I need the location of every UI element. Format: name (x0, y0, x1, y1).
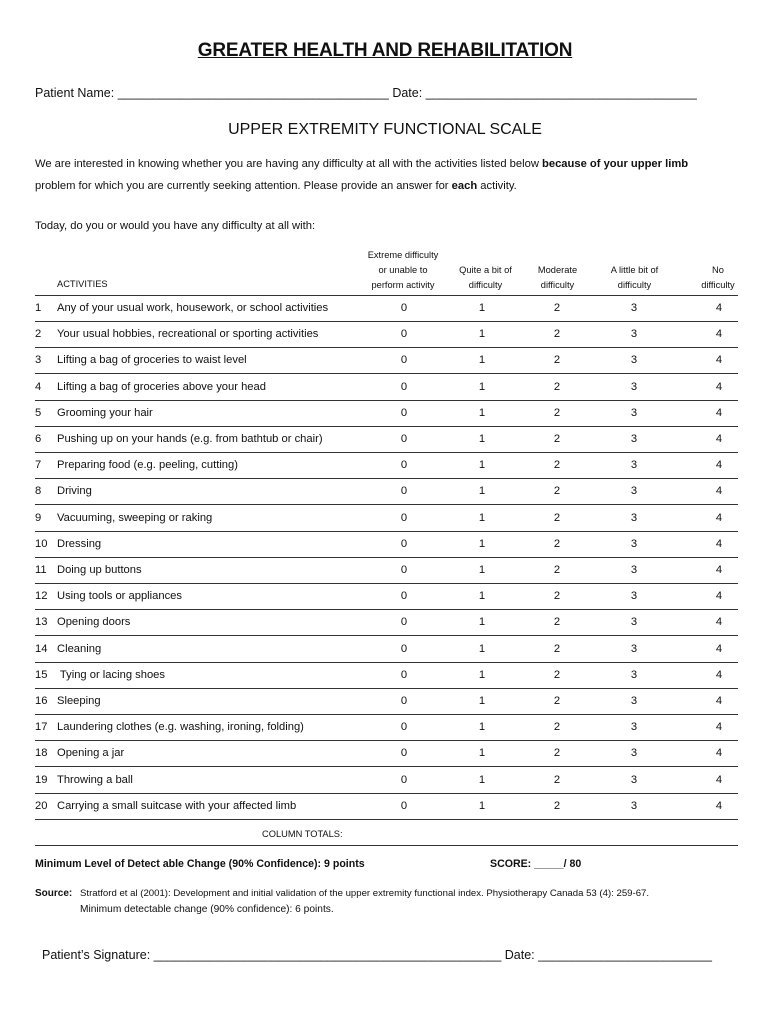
patient-name-label: Patient Name: (35, 86, 115, 100)
score-option-2[interactable]: 2 (553, 590, 561, 603)
row-rule (35, 740, 738, 741)
score-option-4[interactable]: 4 (715, 773, 723, 786)
score-option-3[interactable]: 3 (630, 747, 638, 760)
activity-label: Carrying a small suitcase with your affected limb (57, 799, 297, 812)
score-option-4[interactable]: 4 (715, 485, 723, 498)
score-option-2[interactable]: 2 (553, 642, 561, 655)
score-option-1[interactable]: 1 (478, 590, 486, 603)
activity-label: Your usual hobbies, recreational or sporting activities (57, 328, 319, 341)
score-option-1[interactable]: 1 (478, 406, 486, 419)
row-rule (35, 373, 738, 374)
row-rule (35, 609, 738, 610)
date-field[interactable]: _______________________________________ (425, 86, 697, 100)
score-option-3[interactable]: 3 (630, 406, 638, 419)
signature-field[interactable]: __________________________________________________ (153, 948, 502, 962)
score-option-4[interactable]: 4 (715, 459, 723, 472)
score-field[interactable]: SCORE: _____/ 80 (490, 858, 582, 870)
date-label: Date: (392, 86, 423, 100)
row-rule (35, 478, 738, 479)
mdc-label: Minimum Level of Detect able Change (90% Confidence): 9 points (35, 858, 365, 870)
score-option-0[interactable]: 0 (400, 590, 408, 603)
row-rule (35, 426, 738, 427)
score-option-3[interactable]: 3 (630, 433, 638, 445)
header-col4-line1: No (712, 265, 724, 275)
score-option-2[interactable]: 2 (553, 354, 561, 367)
score-option-1[interactable]: 1 (478, 380, 486, 393)
signature-label: Patient’s Signature: (42, 948, 151, 962)
header-col2-line2: difficulty (540, 280, 575, 290)
header-col4-line2: difficulty (701, 280, 735, 290)
intro-text-2: problem for which you are currently seeking attention. Please provide an answer for (35, 180, 452, 192)
header-col0-line3: perform activity (371, 280, 435, 290)
score-option-0[interactable]: 0 (400, 511, 408, 524)
score-option-4[interactable]: 4 (715, 642, 723, 655)
score-option-3[interactable]: 3 (630, 773, 638, 786)
activity-number: 15 (35, 668, 48, 681)
score-option-0[interactable]: 0 (400, 773, 408, 786)
header-col1-line2: difficulty (468, 280, 503, 290)
score-option-3[interactable]: 3 (630, 328, 638, 341)
activity-number: 18 (35, 747, 48, 760)
activity-label: Tying or lacing shoes (57, 668, 166, 681)
score-option-3[interactable]: 3 (630, 511, 638, 524)
score-option-3[interactable]: 3 (630, 721, 638, 734)
score-option-1[interactable]: 1 (478, 721, 486, 734)
score-option-4[interactable]: 4 (715, 747, 723, 760)
row-rule (35, 504, 738, 505)
activity-label: Opening doors (57, 616, 131, 629)
score-option-0[interactable]: 0 (400, 406, 408, 419)
score-option-1[interactable]: 1 (478, 616, 486, 629)
row-rule (35, 400, 738, 401)
activity-number: 8 (35, 485, 42, 498)
row-rule (35, 583, 738, 584)
activity-label: Pushing up on your hands (e.g. from bathtub or chair) (57, 433, 323, 445)
score-option-3[interactable]: 3 (630, 459, 638, 472)
score-option-4[interactable]: 4 (715, 328, 723, 341)
score-option-4[interactable]: 4 (715, 511, 723, 524)
score-option-3[interactable]: 3 (630, 799, 638, 812)
score-option-0[interactable]: 0 (400, 642, 408, 655)
score-option-3[interactable]: 3 (630, 564, 638, 576)
activity-label: Cleaning (57, 642, 102, 655)
activity-number: 19 (35, 773, 48, 786)
activity-number: 3 (35, 354, 42, 367)
row-rule (35, 793, 738, 794)
score-option-2[interactable]: 2 (553, 302, 561, 314)
activity-label: Lifting a bag of groceries above your head (57, 380, 266, 393)
intro-bold-1: because of your upper limb (542, 158, 689, 170)
score-option-4[interactable]: 4 (715, 799, 723, 812)
activity-label: Opening a jar (57, 747, 125, 760)
score-option-4[interactable]: 4 (715, 616, 723, 629)
intro-line-2 (35, 180, 755, 192)
header-rule (35, 295, 738, 296)
score-option-0[interactable]: 0 (400, 328, 408, 341)
score-option-0[interactable]: 0 (400, 695, 408, 707)
activity-number: 16 (35, 695, 48, 707)
score-option-0[interactable]: 0 (400, 302, 408, 314)
totals-rule (35, 845, 738, 846)
score-option-2[interactable]: 2 (553, 721, 561, 734)
score-option-1[interactable]: 1 (478, 773, 486, 786)
score-option-1[interactable]: 1 (478, 695, 486, 707)
score-option-0[interactable]: 0 (400, 616, 408, 629)
header-col1-line1: Quite a bit of (459, 265, 512, 275)
activity-label: Sleeping (57, 695, 101, 707)
score-option-1[interactable]: 1 (478, 328, 486, 341)
source-text-2: Minimum detectable change (90% confidence): 6 points. (80, 904, 334, 915)
score-option-1[interactable]: 1 (478, 564, 486, 576)
score-option-3[interactable]: 3 (630, 616, 638, 629)
patient-name-line (35, 86, 697, 100)
score-option-2[interactable]: 2 (553, 616, 561, 629)
score-option-2[interactable]: 2 (553, 668, 561, 681)
score-option-2[interactable]: 2 (553, 564, 561, 576)
score-option-0[interactable]: 0 (400, 537, 408, 550)
score-option-2[interactable]: 2 (553, 328, 561, 341)
row-rule (35, 688, 738, 689)
activity-label: Grooming your hair (57, 406, 153, 419)
activity-number: 6 (35, 433, 42, 445)
scale-title: UPPER EXTREMITY FUNCTIONAL SCALE (228, 121, 542, 138)
header-col3-line2: difficulty (617, 280, 652, 290)
row-rule (35, 321, 738, 322)
score-option-2[interactable]: 2 (553, 406, 561, 419)
header-a-little-bit (587, 263, 682, 293)
column-totals-label: COLUMN TOTALS: (262, 829, 343, 839)
activity-number: 17 (35, 721, 48, 734)
score-option-1[interactable]: 1 (478, 511, 486, 524)
header-col2-line1: Moderate (537, 265, 578, 275)
header-no-difficulty (685, 263, 751, 293)
activity-number: 5 (35, 406, 42, 419)
patient-name-field[interactable]: _______________________________________ (117, 86, 389, 100)
score-option-3[interactable]: 3 (630, 668, 638, 681)
score-option-2[interactable]: 2 (553, 747, 561, 760)
signature-line (42, 948, 712, 962)
activity-number: 20 (35, 799, 48, 812)
activity-number: 14 (35, 642, 48, 655)
row-rule (35, 714, 738, 715)
score-option-0[interactable]: 0 (400, 433, 408, 445)
score-option-2[interactable]: 2 (553, 380, 561, 393)
score-option-2[interactable]: 2 (553, 433, 561, 445)
score-option-3[interactable]: 3 (630, 590, 638, 603)
row-rule (35, 452, 738, 453)
form-title: GREATER HEALTH AND REHABILITATION (197, 40, 573, 61)
score-option-4[interactable]: 4 (715, 721, 723, 734)
row-rule (35, 766, 738, 767)
activity-label: Lifting a bag of groceries to waist level (57, 354, 247, 367)
signature-date-label: Date: (504, 948, 535, 962)
activity-label: Any of your usual work, housework, or school activities (57, 302, 329, 314)
score-option-3[interactable]: 3 (630, 642, 638, 655)
score-option-2[interactable]: 2 (553, 511, 561, 524)
row-rule (35, 635, 738, 636)
score-option-1[interactable]: 1 (478, 354, 486, 367)
row-rule (35, 347, 738, 348)
header-col0-line2: or unable to (378, 265, 428, 275)
score-option-4[interactable]: 4 (715, 354, 723, 367)
score-option-2[interactable]: 2 (553, 799, 561, 812)
activity-label: Dressing (57, 537, 102, 550)
score-option-0[interactable]: 0 (400, 564, 408, 576)
score-option-4[interactable]: 4 (715, 668, 723, 681)
source-label: Source: (35, 888, 73, 899)
score-option-3[interactable]: 3 (630, 380, 638, 393)
score-option-1[interactable]: 1 (478, 485, 486, 498)
source-text: Stratford et al (2001): Development and initial validation of the upper extremity functional index. Physiotherapy Canada 53 (4): 259-67. (80, 888, 650, 899)
score-option-4[interactable]: 4 (715, 406, 723, 419)
score-option-1[interactable]: 1 (478, 302, 486, 314)
activity-label: Throwing a ball (57, 773, 133, 786)
score-option-4[interactable]: 4 (715, 564, 723, 576)
intro-text-3: activity. (477, 180, 517, 192)
activity-number: 12 (35, 590, 48, 603)
score-option-4[interactable]: 4 (715, 380, 723, 393)
header-col3-line1: A little bit of (610, 265, 659, 275)
score-option-2[interactable]: 2 (553, 695, 561, 707)
activity-label: Using tools or appliances (57, 590, 182, 603)
intro-line-1 (35, 158, 755, 170)
score-option-1[interactable]: 1 (478, 747, 486, 760)
score-option-3[interactable]: 3 (630, 537, 638, 550)
score-option-2[interactable]: 2 (553, 485, 561, 498)
score-option-1[interactable]: 1 (478, 642, 486, 655)
activity-label: Preparing food (e.g. peeling, cutting) (57, 459, 238, 472)
score-option-0[interactable]: 0 (400, 747, 408, 760)
signature-date-field[interactable]: _________________________ (538, 948, 712, 962)
activity-number: 7 (35, 459, 42, 472)
score-option-1[interactable]: 1 (478, 433, 486, 445)
activity-number: 11 (35, 564, 47, 576)
intro-bold-2: each (451, 180, 478, 192)
score-option-0[interactable]: 0 (400, 459, 408, 472)
row-rule (35, 662, 738, 663)
intro-text-1: We are interested in knowing whether you are having any difficulty at all with the activities listed below (35, 158, 543, 170)
question-text: Today, do you or would you have any difficulty at all with: (35, 220, 316, 232)
row-rule (35, 819, 738, 820)
score-option-2[interactable]: 2 (553, 773, 561, 786)
activity-label: Vacuuming, sweeping or raking (57, 511, 213, 524)
activity-number: 2 (35, 328, 42, 341)
score-option-4[interactable]: 4 (715, 695, 723, 707)
score-option-2[interactable]: 2 (553, 537, 561, 550)
score-option-0[interactable]: 0 (400, 799, 408, 812)
score-option-1[interactable]: 1 (478, 459, 486, 472)
score-option-4[interactable]: 4 (715, 433, 723, 445)
activity-number: 10 (35, 537, 48, 550)
score-option-4[interactable]: 4 (715, 537, 723, 550)
score-option-0[interactable]: 0 (400, 354, 408, 367)
score-option-1[interactable]: 1 (478, 537, 486, 550)
score-option-4[interactable]: 4 (715, 590, 723, 603)
activity-number: 9 (35, 511, 42, 524)
activity-label: Driving (57, 485, 92, 498)
header-activities: ACTIVITIES (57, 279, 108, 289)
score-option-1[interactable]: 1 (478, 799, 486, 812)
score-option-2[interactable]: 2 (553, 459, 561, 472)
score-option-0[interactable]: 0 (400, 380, 408, 393)
score-option-3[interactable]: 3 (630, 302, 638, 314)
score-option-3[interactable]: 3 (630, 485, 638, 498)
row-rule (35, 557, 738, 558)
score-option-0[interactable]: 0 (400, 721, 408, 734)
row-rule (35, 531, 738, 532)
score-option-0[interactable]: 0 (400, 668, 408, 681)
activity-label: Doing up buttons (57, 564, 142, 576)
activity-number: 1 (35, 302, 42, 314)
activity-number: 4 (35, 380, 42, 393)
activity-number: 13 (35, 616, 48, 629)
score-option-3[interactable]: 3 (630, 354, 638, 367)
header-col0-line1: Extreme difficulty (367, 250, 439, 260)
activity-label: Laundering clothes (e.g. washing, ironing, folding) (57, 721, 304, 734)
score-option-3[interactable]: 3 (630, 695, 638, 707)
score-option-4[interactable]: 4 (715, 302, 723, 314)
score-option-1[interactable]: 1 (478, 668, 486, 681)
score-option-0[interactable]: 0 (400, 485, 408, 498)
